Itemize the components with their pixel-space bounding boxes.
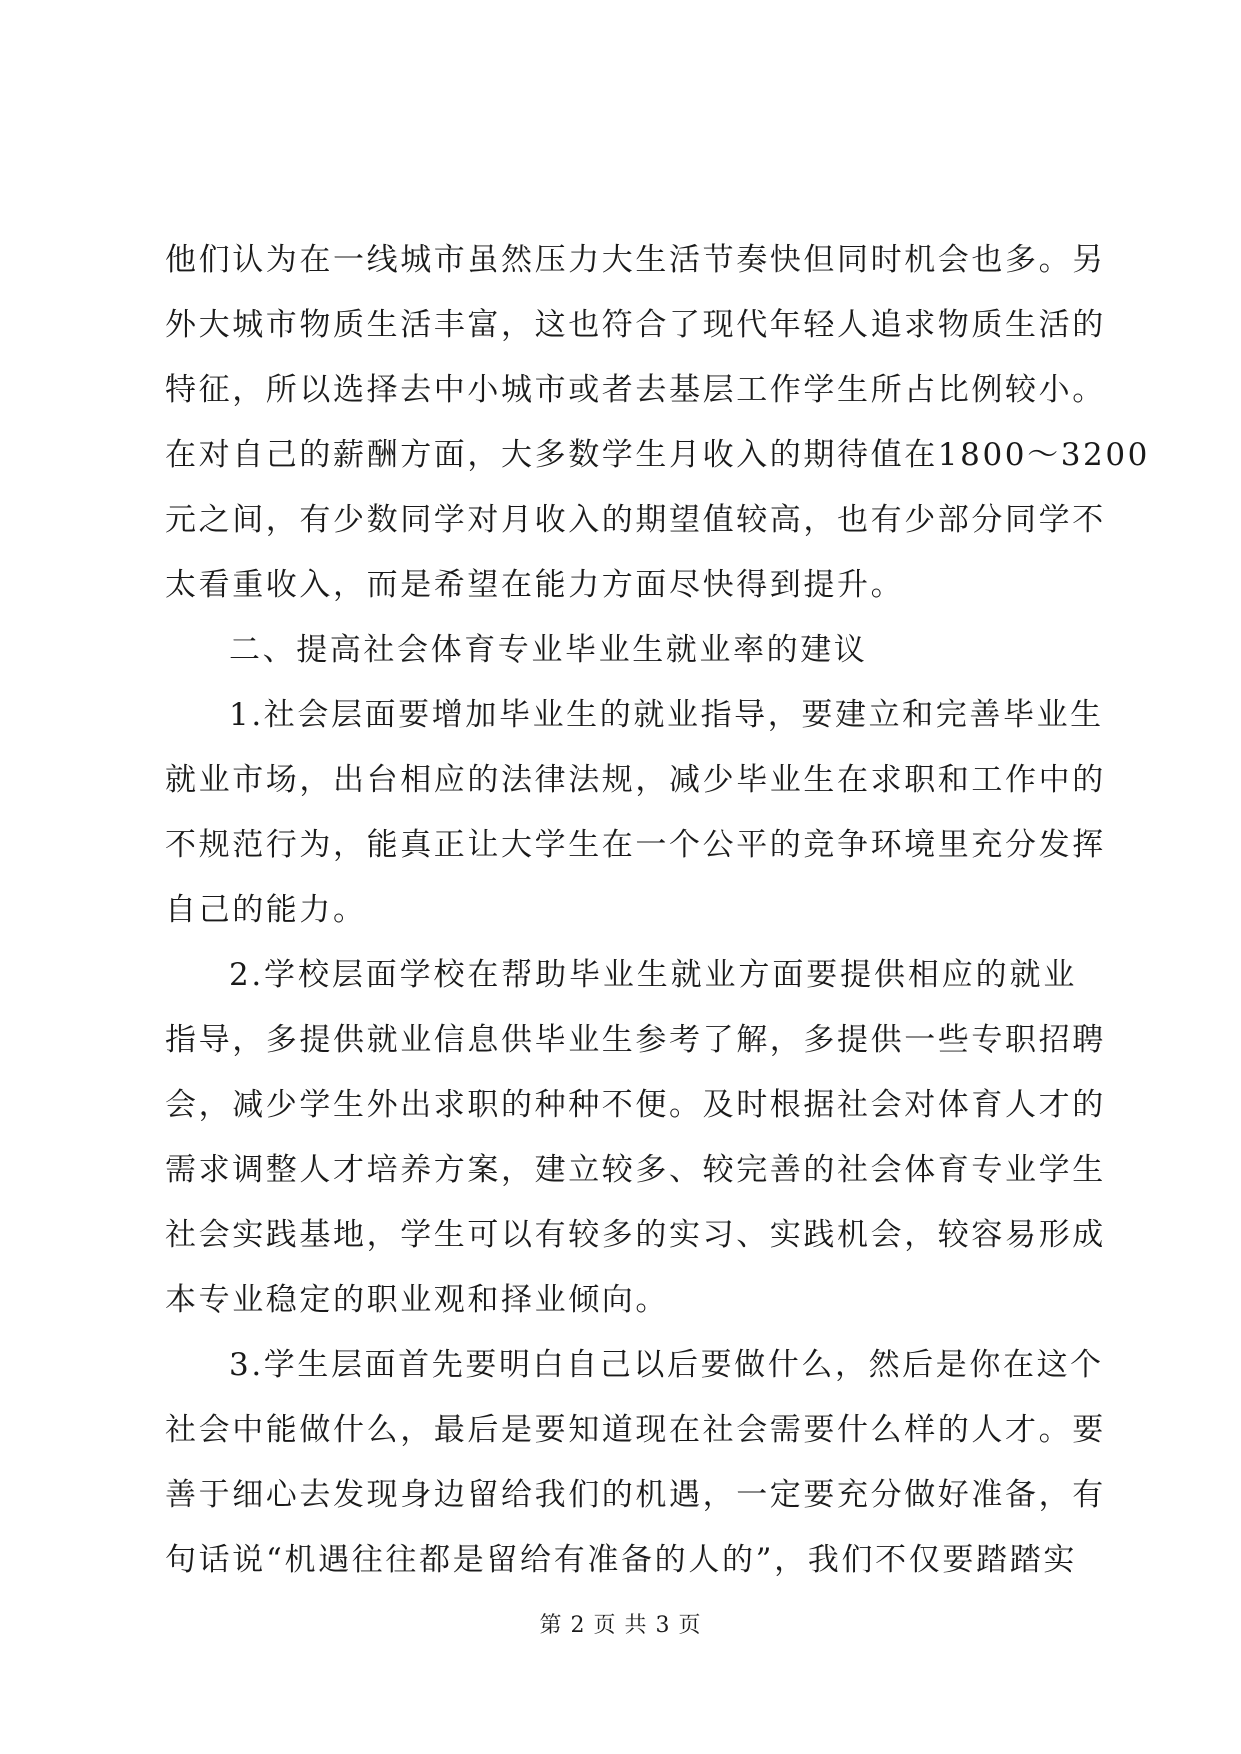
text-line: 自己的能力。 xyxy=(165,892,367,928)
body-text xyxy=(165,228,1150,1593)
text-line: 3.学生层面首先要明白自己以后要做什么，然后是你在这个 xyxy=(229,1347,1104,1383)
text-line: 需求调整人才培养方案，建立较多、较完善的社会体育专业学生 xyxy=(165,1152,1106,1188)
text-line: 句话说“机遇往往都是留给有准备的人的”，我们不仅要踏踏实 xyxy=(165,1542,1077,1578)
text-line: 本专业稳定的职业观和择业倾向。 xyxy=(165,1282,669,1318)
text-line: 特征，所以选择去中小城市或者去基层工作学生所占比例较小。 xyxy=(165,372,1106,408)
text-line: 太看重收入，而是希望在能力方面尽快得到提升。 xyxy=(165,567,905,603)
text-line: 社会实践基地，学生可以有较多的实习、实践机会，较容易形成 xyxy=(165,1217,1106,1253)
text-line: 他们认为在一线城市虽然压力大生活节奏快但同时机会也多。另 xyxy=(165,242,1106,278)
text-line: 不规范行为，能真正让大学生在一个公平的竞争环境里充分发挥 xyxy=(165,827,1106,863)
text-line: 在对自己的薪酬方面，大多数学生月收入的期待值在1800～3200 xyxy=(165,437,1150,473)
section-heading: 二、提高社会体育专业毕业生就业率的建议 xyxy=(229,632,868,668)
text-line: 会，减少学生外出求职的种种不便。及时根据社会对体育人才的 xyxy=(165,1087,1106,1123)
text-line: 就业市场，出台相应的法律法规，减少毕业生在求职和工作中的 xyxy=(165,762,1106,798)
page-number: 第 2 页 共 3 页 xyxy=(539,1613,702,1638)
text-line: 社会中能做什么，最后是要知道现在社会需要什么样的人才。要 xyxy=(165,1412,1106,1448)
text-line: 元之间，有少数同学对月收入的期望值较高，也有少部分同学不 xyxy=(165,502,1106,538)
text-line: 外大城市物质生活丰富，这也符合了现代年轻人追求物质生活的 xyxy=(165,307,1106,343)
text-line: 善于细心去发现身边留给我们的机遇，一定要充分做好准备，有 xyxy=(165,1477,1106,1513)
text-line: 1.社会层面要增加毕业生的就业指导，要建立和完善毕业生 xyxy=(229,697,1104,733)
page-footer xyxy=(0,1608,1241,1639)
text-line: 2.学校层面学校在帮助毕业生就业方面要提供相应的就业 xyxy=(229,957,1077,993)
text-line: 指导，多提供就业信息供毕业生参考了解，多提供一些专职招聘 xyxy=(165,1022,1106,1058)
